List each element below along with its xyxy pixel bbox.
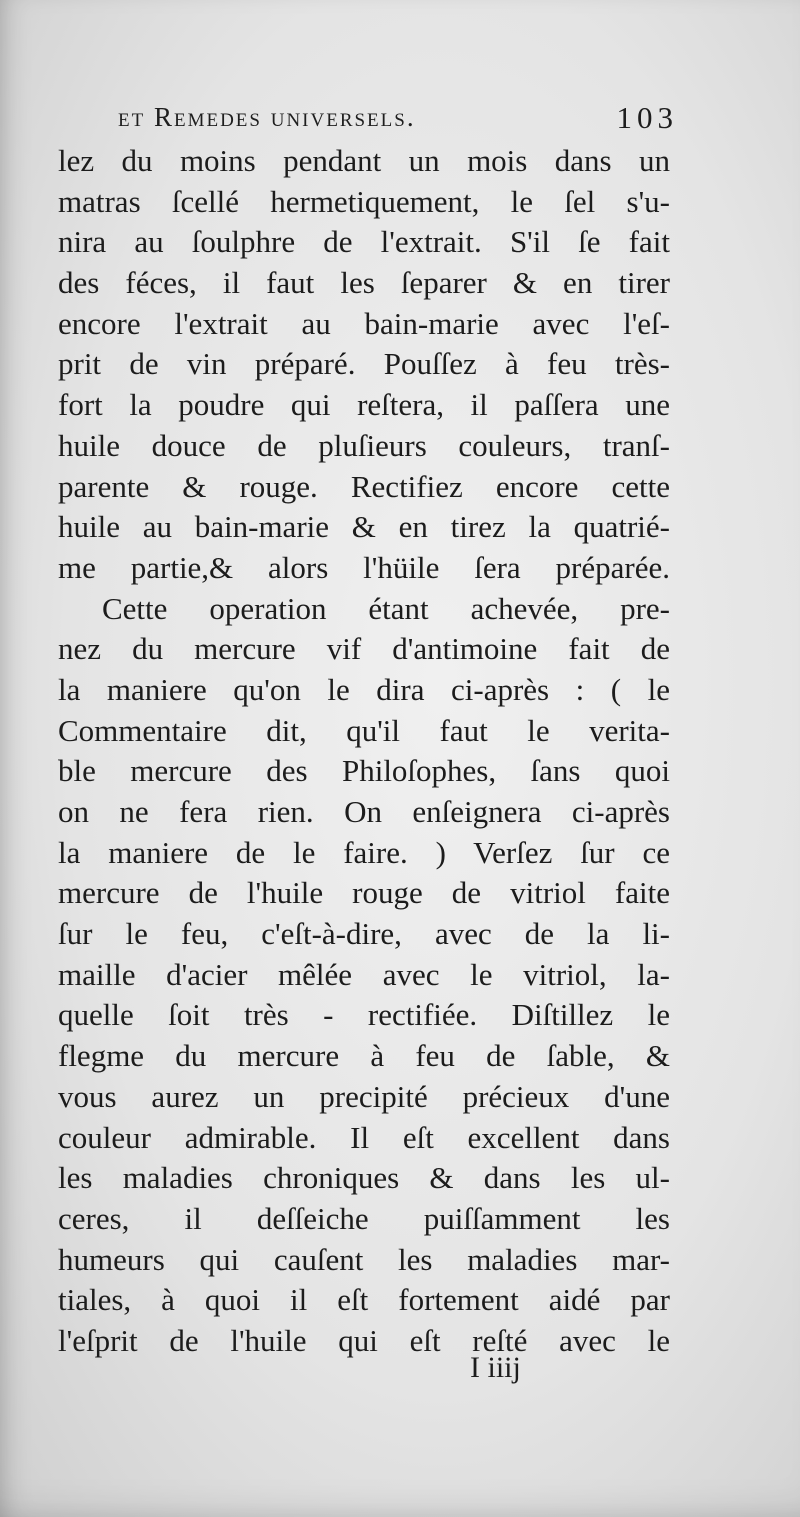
- page-header: [118, 96, 678, 142]
- text-line: maille d'acier mêlée avec le vitriol, la-: [58, 956, 670, 992]
- text-line: huile douce de pluſieurs couleurs, tranſ-: [58, 427, 670, 463]
- text-line: tiales, à quoi il eſt fortement aidé par: [58, 1282, 670, 1318]
- text-line: nez du mercure vif d'antimoine fait de: [58, 631, 670, 667]
- text-line: Commentaire dit, qu'il faut le verita-: [58, 712, 670, 748]
- text-line: des féces, il faut les ſeparer & en tirer: [58, 265, 670, 301]
- text-line: me partie,& alors l'hüile ſera préparée.: [58, 549, 670, 585]
- text-line: ſur le feu, c'eſt-à-dire, avec de la li-: [58, 916, 670, 952]
- text-line: encore l'extrait au bain-marie avec l'eſ-: [58, 305, 670, 341]
- paragraph-2: [58, 589, 670, 1362]
- signature-mark: I iiij: [470, 1351, 521, 1384]
- text-line: huile au bain-marie & en tirez la quatrié-: [58, 509, 670, 545]
- text-line: la maniere qu'on le dira ci-après : ( le: [58, 671, 670, 707]
- text-line: vous aurez un precipité précieux d'une: [58, 1078, 670, 1114]
- text-line: lez du moins pendant un mois dans un: [58, 143, 670, 178]
- running-head: et Remedes universels.: [118, 102, 416, 132]
- text-line: l'eſprit de l'huile qui eſt reſté avec le: [58, 1322, 670, 1358]
- text-line: prit de vin préparé. Pouſſez à feu très-: [58, 346, 670, 382]
- text-line: mercure de l'huile rouge de vitriol faite: [58, 875, 670, 911]
- text-line: parente & rouge. Rectifiez encore cette: [58, 468, 670, 504]
- text-line: les maladies chroniques & dans les ul-: [58, 1160, 670, 1196]
- text-line: ble mercure des Philoſophes, ſans quoi: [58, 753, 670, 789]
- page-number: 103: [616, 100, 678, 135]
- text-line: nira au ſoulphre de l'extrait. S'il ſe fait: [58, 224, 670, 260]
- text-line: Cette operation étant achevée, pre-: [102, 590, 670, 626]
- text-line: humeurs qui cauſent les maladies mar-: [58, 1241, 670, 1277]
- text-line: ceres, il deſſeiche puiſſamment les: [58, 1200, 670, 1236]
- text-line: quelle ſoit très - rectifiée. Diſtillez le: [58, 997, 670, 1033]
- paragraph-1: [58, 141, 670, 589]
- text-line: flegme du mercure à feu de ſable, &: [58, 1038, 670, 1074]
- text-line: la maniere de le faire. ) Verſez ſur ce: [58, 834, 670, 870]
- text-line: fort la poudre qui reſtera, il paſſera une: [58, 387, 670, 423]
- body-text: [58, 141, 670, 1362]
- text-line: couleur admirable. Il eſt excellent dans: [58, 1119, 670, 1155]
- text-line: on ne fera rien. On enſeignera ci-après: [58, 794, 670, 829]
- text-line: matras ſcellé hermetiquement, le ſel s'u-: [58, 183, 670, 219]
